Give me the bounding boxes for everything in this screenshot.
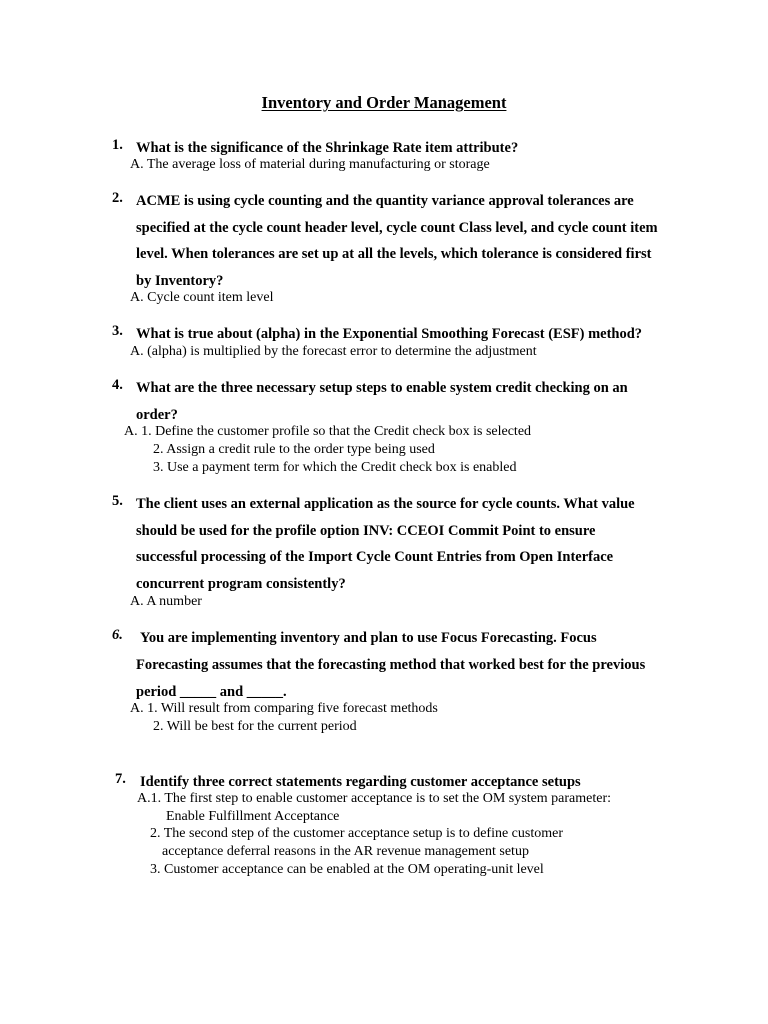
question-number: 4. bbox=[112, 377, 123, 393]
answer-line: A.1. The first step to enable customer acceptance is to set the OM system parameter: bbox=[137, 791, 612, 806]
question-line: order? bbox=[136, 406, 178, 423]
answer-line: 2. Will be best for the current period bbox=[153, 719, 357, 734]
answer-line: Enable Fulfillment Acceptance bbox=[166, 809, 340, 824]
question-line: What are the three necessary setup steps to enable system credit checking on an bbox=[136, 380, 628, 396]
question-line: Forecasting assumes that the forecasting method that worked best for the previous bbox=[136, 657, 646, 673]
question-number: 1. bbox=[112, 137, 123, 153]
answer-line: 2. Assign a credit rule to the order type being used bbox=[153, 442, 435, 457]
question-text bbox=[136, 190, 676, 296]
question-line: concurrent program consistently? bbox=[136, 575, 346, 592]
question-text bbox=[136, 493, 676, 599]
question-line: What is true about (alpha) in the Exponential Smoothing Forecast (ESF) method? bbox=[136, 326, 643, 342]
question-line: period _____ and _____. bbox=[136, 683, 287, 700]
question-line: by Inventory? bbox=[136, 272, 224, 289]
question-line: should be used for the profile option INV: CCEOI Commit Point to ensure bbox=[136, 522, 596, 539]
answer-line: A. 1. Will result from comparing five forecast methods bbox=[130, 701, 438, 716]
page-title: Inventory and Order Management bbox=[261, 93, 507, 112]
answer-line: A. The average loss of material during manufacturing or storage bbox=[130, 157, 490, 172]
question-number: 2. bbox=[112, 190, 123, 206]
question-line: What is the significance of the Shrinkage Rate item attribute? bbox=[136, 140, 519, 156]
answer-line: A. A number bbox=[130, 594, 202, 609]
question-number: 6. bbox=[112, 627, 123, 643]
answer-line: 3. Customer acceptance can be enabled at the OM operating-unit level bbox=[150, 862, 544, 877]
question-line: You are implementing inventory and plan to use Focus Forecasting. Focus bbox=[140, 630, 597, 646]
question-line: successful processing of the Import Cycle Count Entries from Open Interface bbox=[136, 549, 614, 566]
question-number: 5. bbox=[112, 493, 123, 509]
question-line: specified at the cycle count header level, cycle count Class level, and cycle count item bbox=[136, 219, 658, 236]
answer-line: A. 1. Define the customer profile so that the Credit check box is selected bbox=[124, 424, 532, 439]
answer-line: acceptance deferral reasons in the AR revenue management setup bbox=[162, 844, 529, 859]
answer-line: A. Cycle count item level bbox=[130, 290, 274, 305]
answer-line: A. (alpha) is multiplied by the forecast error to determine the adjustment bbox=[130, 344, 537, 359]
question-line: Identify three correct statements regarding customer acceptance setups bbox=[140, 774, 581, 790]
answer-line: 2. The second step of the customer acceptance setup is to define customer bbox=[150, 826, 563, 841]
question-line: The client uses an external application as the source for cycle counts. What value bbox=[136, 496, 635, 512]
question-line: ACME is using cycle counting and the quantity variance approval tolerances are bbox=[136, 193, 634, 209]
question-text bbox=[140, 627, 680, 654]
question-number: 3. bbox=[112, 323, 123, 339]
question-number: 7. bbox=[115, 771, 126, 787]
question-line: level. When tolerances are set up at all the levels, which tolerance is considered first bbox=[136, 246, 652, 263]
answer-line: 3. Use a payment term for which the Credit check box is enabled bbox=[153, 460, 517, 475]
